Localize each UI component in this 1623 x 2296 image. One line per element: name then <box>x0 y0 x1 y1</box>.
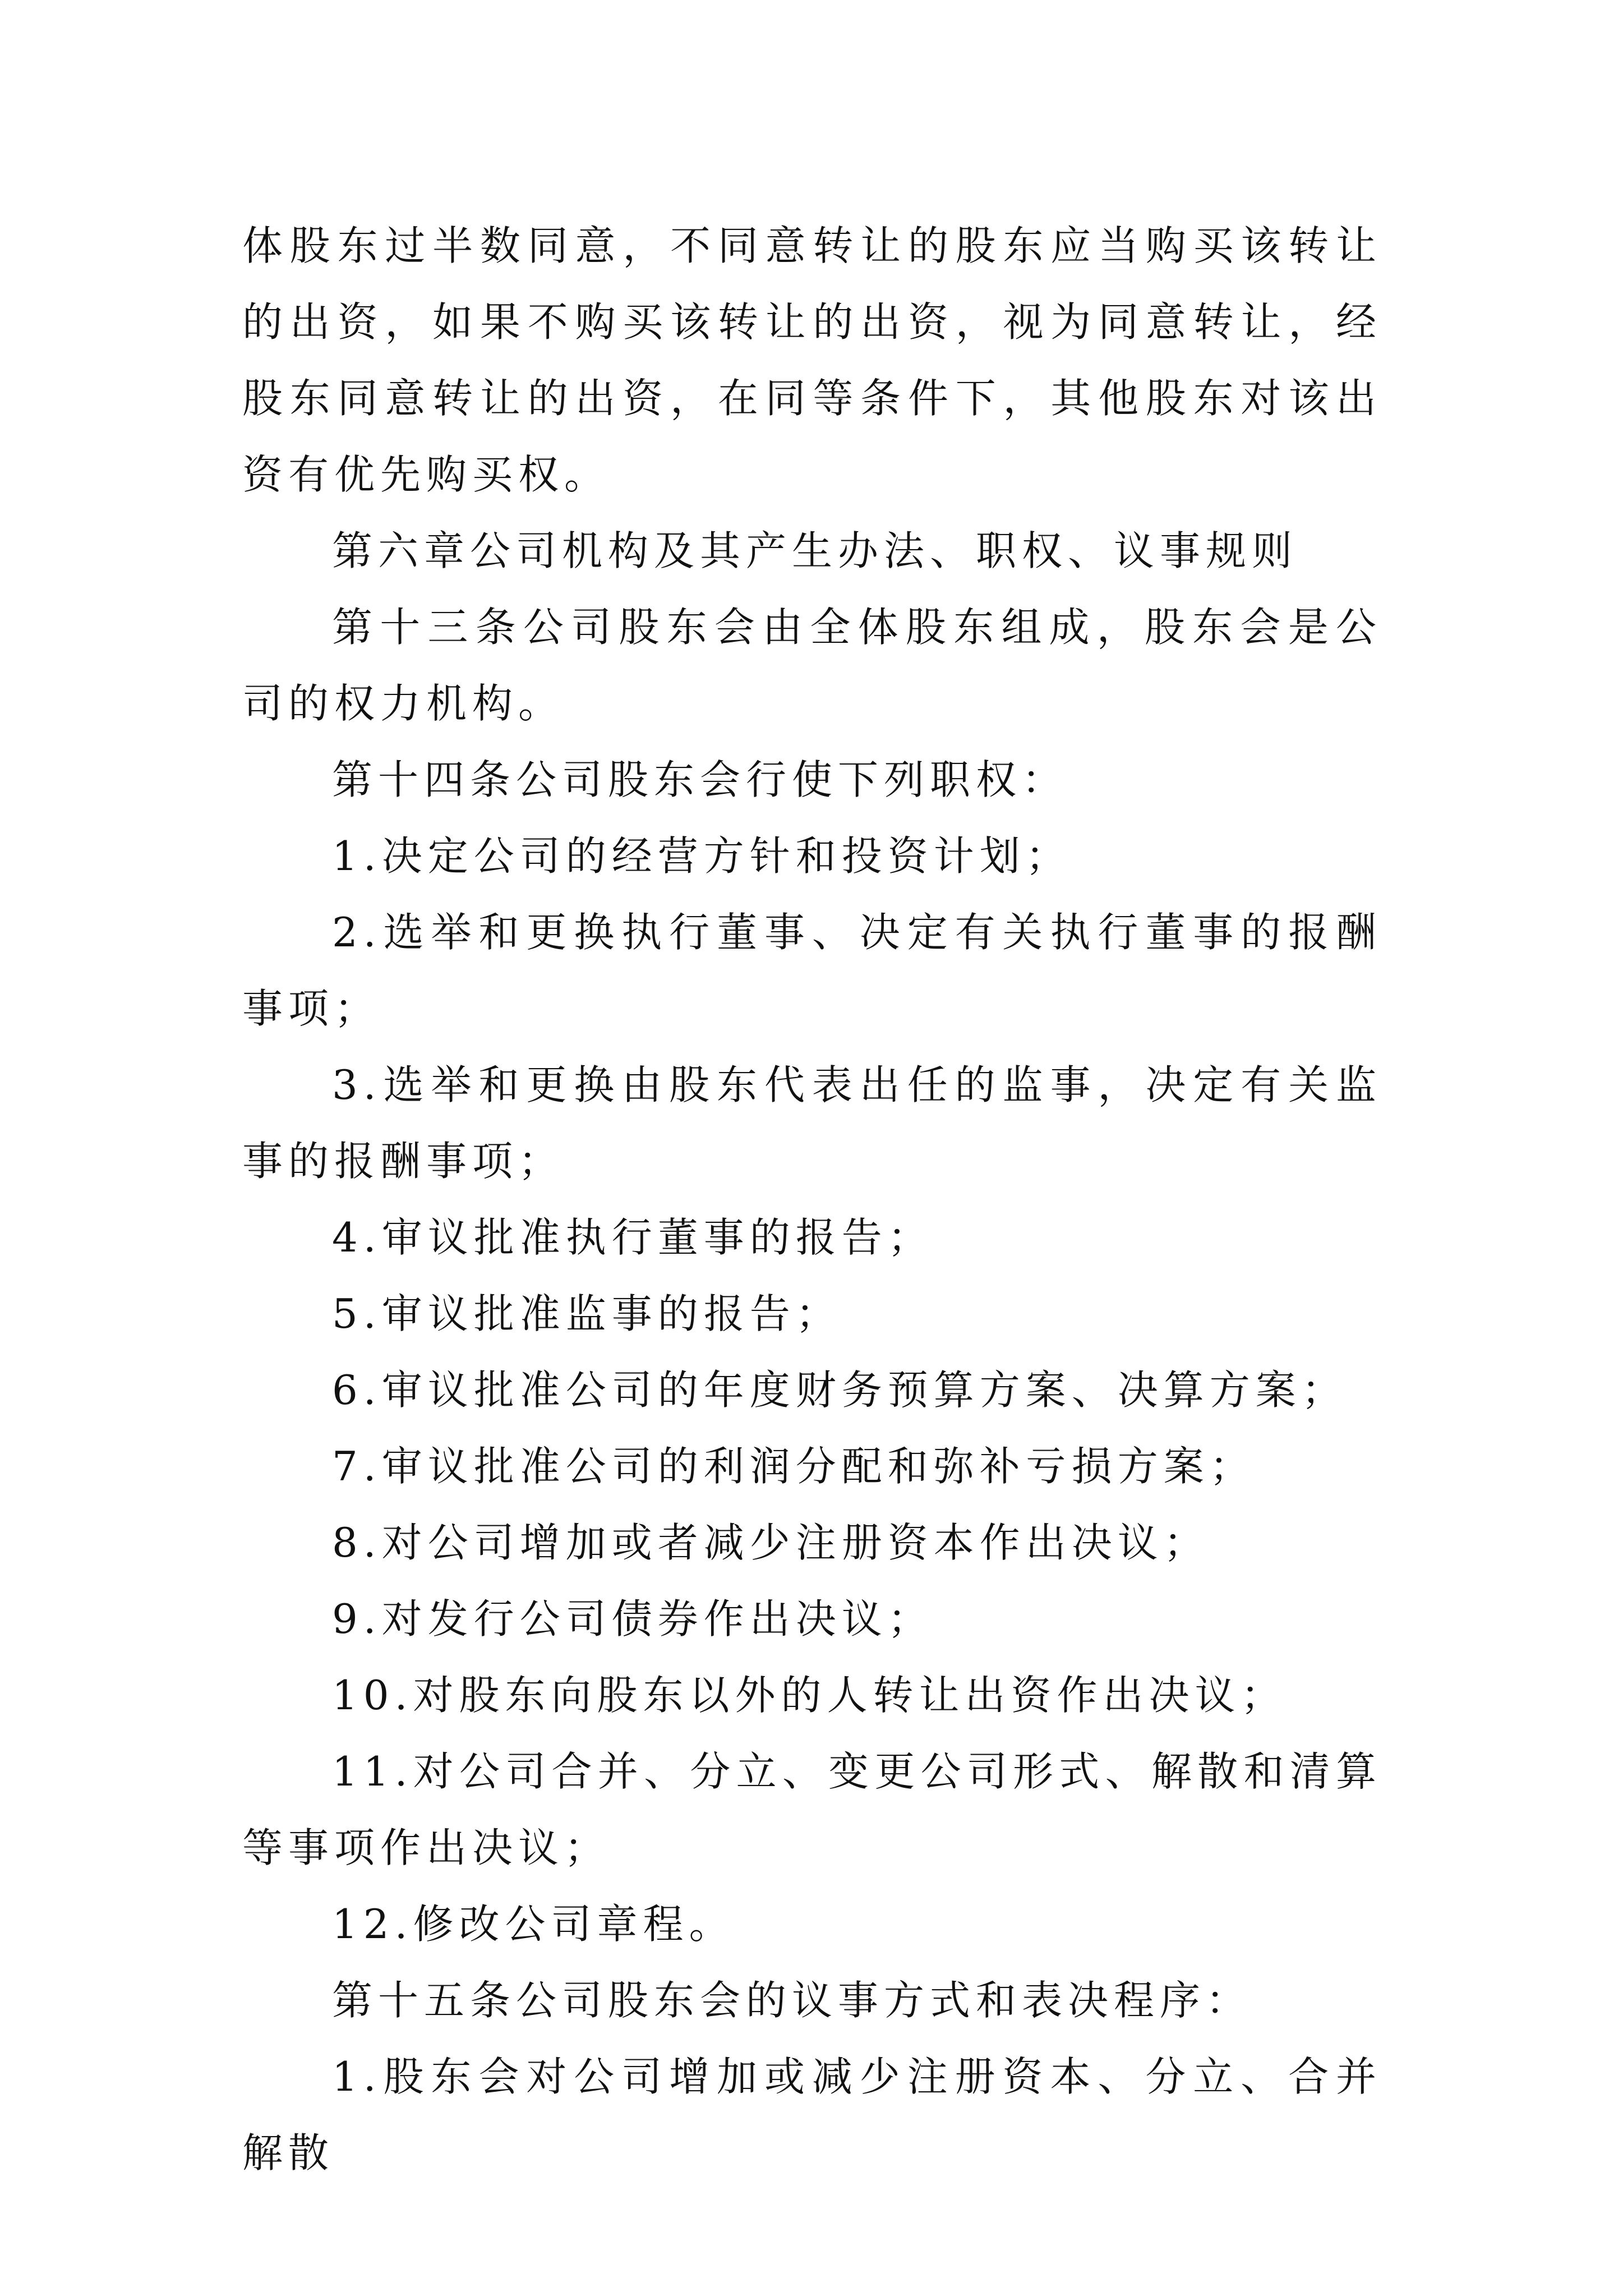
list-item: 8.对公司增加或者减少注册资本作出决议； <box>332 1519 1210 1566</box>
list-item: 6.审议批准公司的年度财务预算方案、决算方案； <box>332 1366 1348 1414</box>
list-item: 4.审议批准执行董事的报告； <box>332 1214 934 1261</box>
list-item: 5.审议批准监事的报告； <box>332 1290 842 1337</box>
list-item: 7.审议批准公司的利润分配和弥补亏损方案； <box>332 1443 1256 1490</box>
article-15-paragraph: 第十五条公司股东会的议事方式和表决程序： <box>332 1977 1252 2024</box>
list-item: 10.对股东向股东以外的人转让出资作出决议； <box>332 1672 1287 1719</box>
document-body <box>242 208 1382 2191</box>
paragraph-transfer-continuation: 体股东过半数同意，不同意转让的股东应当购买该转让的出资，如果不购买该转让的出资，视为同意转让，经股东同意转让的出资，在同等条件下，其他股东对该出资有优先购买权。 <box>242 222 1382 498</box>
list-item: 9.对发行公司债券作出决议； <box>332 1595 934 1642</box>
article-13-paragraph: 第十三条公司股东会由全体股东组成，股东会是公司的权力机构。 <box>242 604 1382 727</box>
list-item: 1.股东会对公司增加或减少注册资本、分立、合并解散 <box>242 2053 1382 2177</box>
article-14-paragraph: 第十四条公司股东会行使下列职权： <box>332 756 1068 803</box>
list-item: 11.对公司合并、分立、变更公司形式、解散和清算等事项作出决议； <box>242 1748 1382 1871</box>
list-item: 12.修改公司章程。 <box>332 1901 735 1948</box>
list-item: 1.决定公司的经营方针和投资计划； <box>332 832 1072 880</box>
list-item: 2.选举和更换执行董事、决定有关执行董事的报酬事项； <box>242 909 1382 1032</box>
list-item: 3.选举和更换由股东代表出任的监事，决定有关监事的报酬事项； <box>242 1061 1382 1185</box>
chapter-heading: 第六章公司机构及其产生办法、职权、议事规则 <box>332 527 1298 574</box>
